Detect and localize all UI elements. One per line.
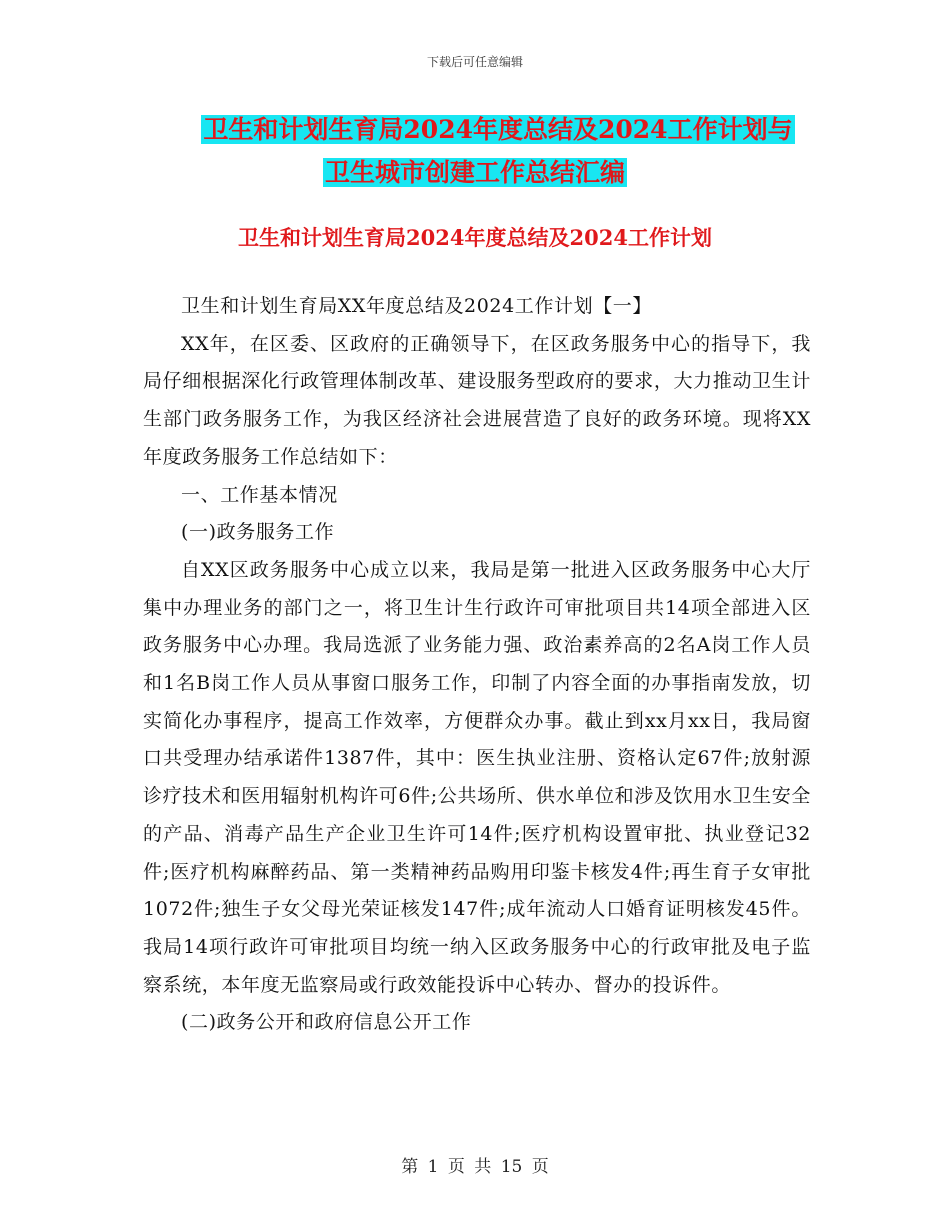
page-number-footer: 第 1 页 共 15 页 (401, 1157, 549, 1177)
paragraph-heading-part-one: 卫生和计划生育局XX年度总结及2024工作计划【一】 (181, 295, 653, 317)
paragraph-service-details: 自XX区政务服务中心成立以来，我局是第一批进入区政务服务中心大厅集中办理业务的部门之一，将卫生计生行政许可审批项目共14项全部进入区政务服务中心办理。我局选派了业务能力强、政治素养高的2名A岗工作人员和1名B岗工作人员从事窗口服务工作，印制了内容全面的办事指南发放，切实简化办事程序，提高工作效率，方便群众办事。截止到xx月xx日，我局窗口共受理办结承诺件1387件，其中：医生执业注册、资格认定67件;放射源诊疗技术和医用辐射机构许可6件;公共场所、供水单位和涉及饮用水卫生安全的产品、消毒产品生产企业卫生许可14件;医疗机构设置审批、执业登记32件;医疗机构麻醉药品、第一类精神药品购用印鉴卡核发4件;再生育子女审批1072件;独生子女父母光荣证核发147件;成年流动人口婚育证明核发45件。我局14项行政许可审批项目均统一纳入区政务服务中心的行政审批及电子监察系统，本年度无监察局或行政效能投诉中心转办、督办的投诉件。 (143, 558, 811, 996)
paragraph-intro: XX年，在区委、区政府的正确领导下，在区政务服务中心的指导下，我局仔细根据深化行政管理体制改革、建设服务型政府的要求，大力推动卫生计生部门政务服务工作，为我区经济社会进展营造了良好的政务环境。现将XX年度政务服务工作总结如下： (143, 332, 811, 468)
paragraph-subsection-public-information: (二)政务公开和政府信息公开工作 (181, 1011, 472, 1034)
paragraph-section-basic-situation: 一、工作基本情况 (181, 483, 338, 506)
section-title: 卫生和计划生育局2024年度总结及2024工作计划 (238, 225, 712, 250)
document-title-line-2 (0, 152, 950, 194)
document-title-text-2: 卫生城市创建工作总结汇编 (324, 158, 625, 187)
document-title-line-1 (0, 109, 950, 151)
document-body (143, 288, 811, 1042)
document-title-text-1: 卫生和计划生育局2024年度总结及2024工作计划与 (203, 115, 793, 144)
paragraph-subsection-government-service: (一)政务服务工作 (181, 521, 335, 544)
page-header-note: 下载后可任意编辑 (426, 55, 523, 69)
